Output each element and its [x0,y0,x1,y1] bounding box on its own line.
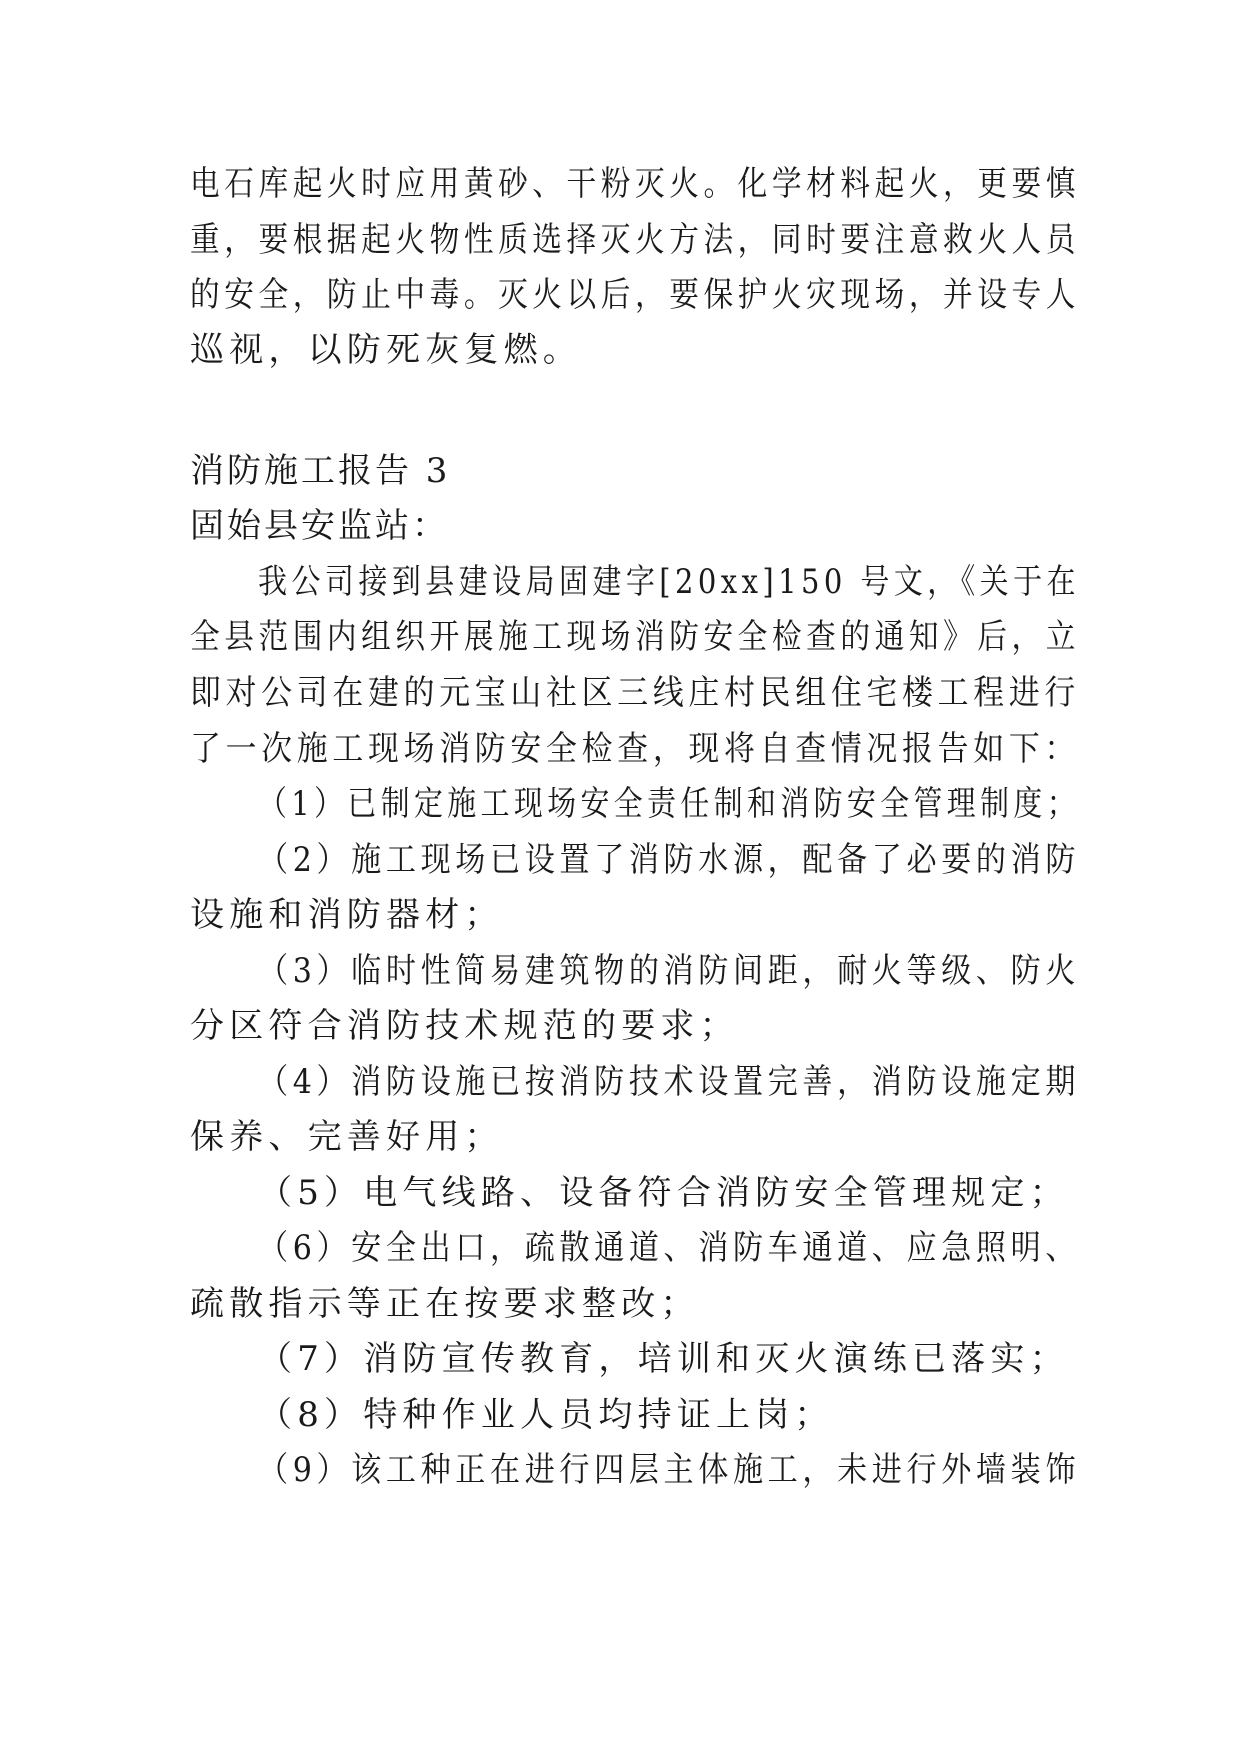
list-item: （2）施工现场已设置了消防水源，配备了必要的消防 [258,840,1081,880]
list-item: （1）已制定施工现场安全责任制和消防安全管理制度； [258,784,1081,824]
paragraph-line: 了一次施工现场消防安全检查，现将自查情况报告如下： [190,729,1081,769]
list-item: （4）消防设施已按消防技术设置完善，消防设施定期 [258,1062,1081,1102]
list-item: （6）安全出口，疏散通道、消防车通道、应急照明、 [258,1228,1081,1268]
paragraph-line: 全县范围内组织开展施工现场消防安全检查的通知》后，立 [190,617,1080,657]
paragraph-line: 的安全，防止中毒。灭火以后，要保护火灾现场，并设专人 [190,275,1080,315]
paragraph-line: 电石库起火时应用黄砂、干粉灭火。化学材料起火，更要慎 [190,164,1080,204]
list-item: （7）消防宣传教育，培训和灭火演练已落实； [258,1339,1069,1379]
addressee: 固始县安监站： [190,506,449,546]
list-item: （5）电气线路、设备符合消防安全管理规定； [258,1173,1069,1213]
paragraph-line: 巡视，以防死灰复燃。 [190,330,582,370]
list-item: （9）该工种正在进行四层主体施工，未进行外墙装饰 [258,1450,1081,1490]
list-item: （8）特种作业人员均持证上岗； [258,1395,834,1435]
list-item: （3）临时性简易建筑物的消防间距，耐火等级、防火 [258,951,1081,991]
list-item-continuation: 分区符合消防技术规范的要求； [190,1006,739,1046]
list-item-continuation: 设施和消防器材； [190,895,504,935]
section-title: 消防施工报告 3 [190,451,451,491]
paragraph-line: 重，要根据起火物性质选择灭火方法，同时要注意救火人员 [190,220,1080,260]
list-item-continuation: 疏散指示等正在按要求整改； [190,1284,700,1324]
paragraph-line: 即对公司在建的元宝山社区三线庄村民组住宅楼工程进行 [190,673,1081,713]
list-item-continuation: 保养、完善好用； [190,1117,504,1157]
paragraph-line: 我公司接到县建设局固建字[20xx]150 号文，《关于在 [258,562,1080,602]
